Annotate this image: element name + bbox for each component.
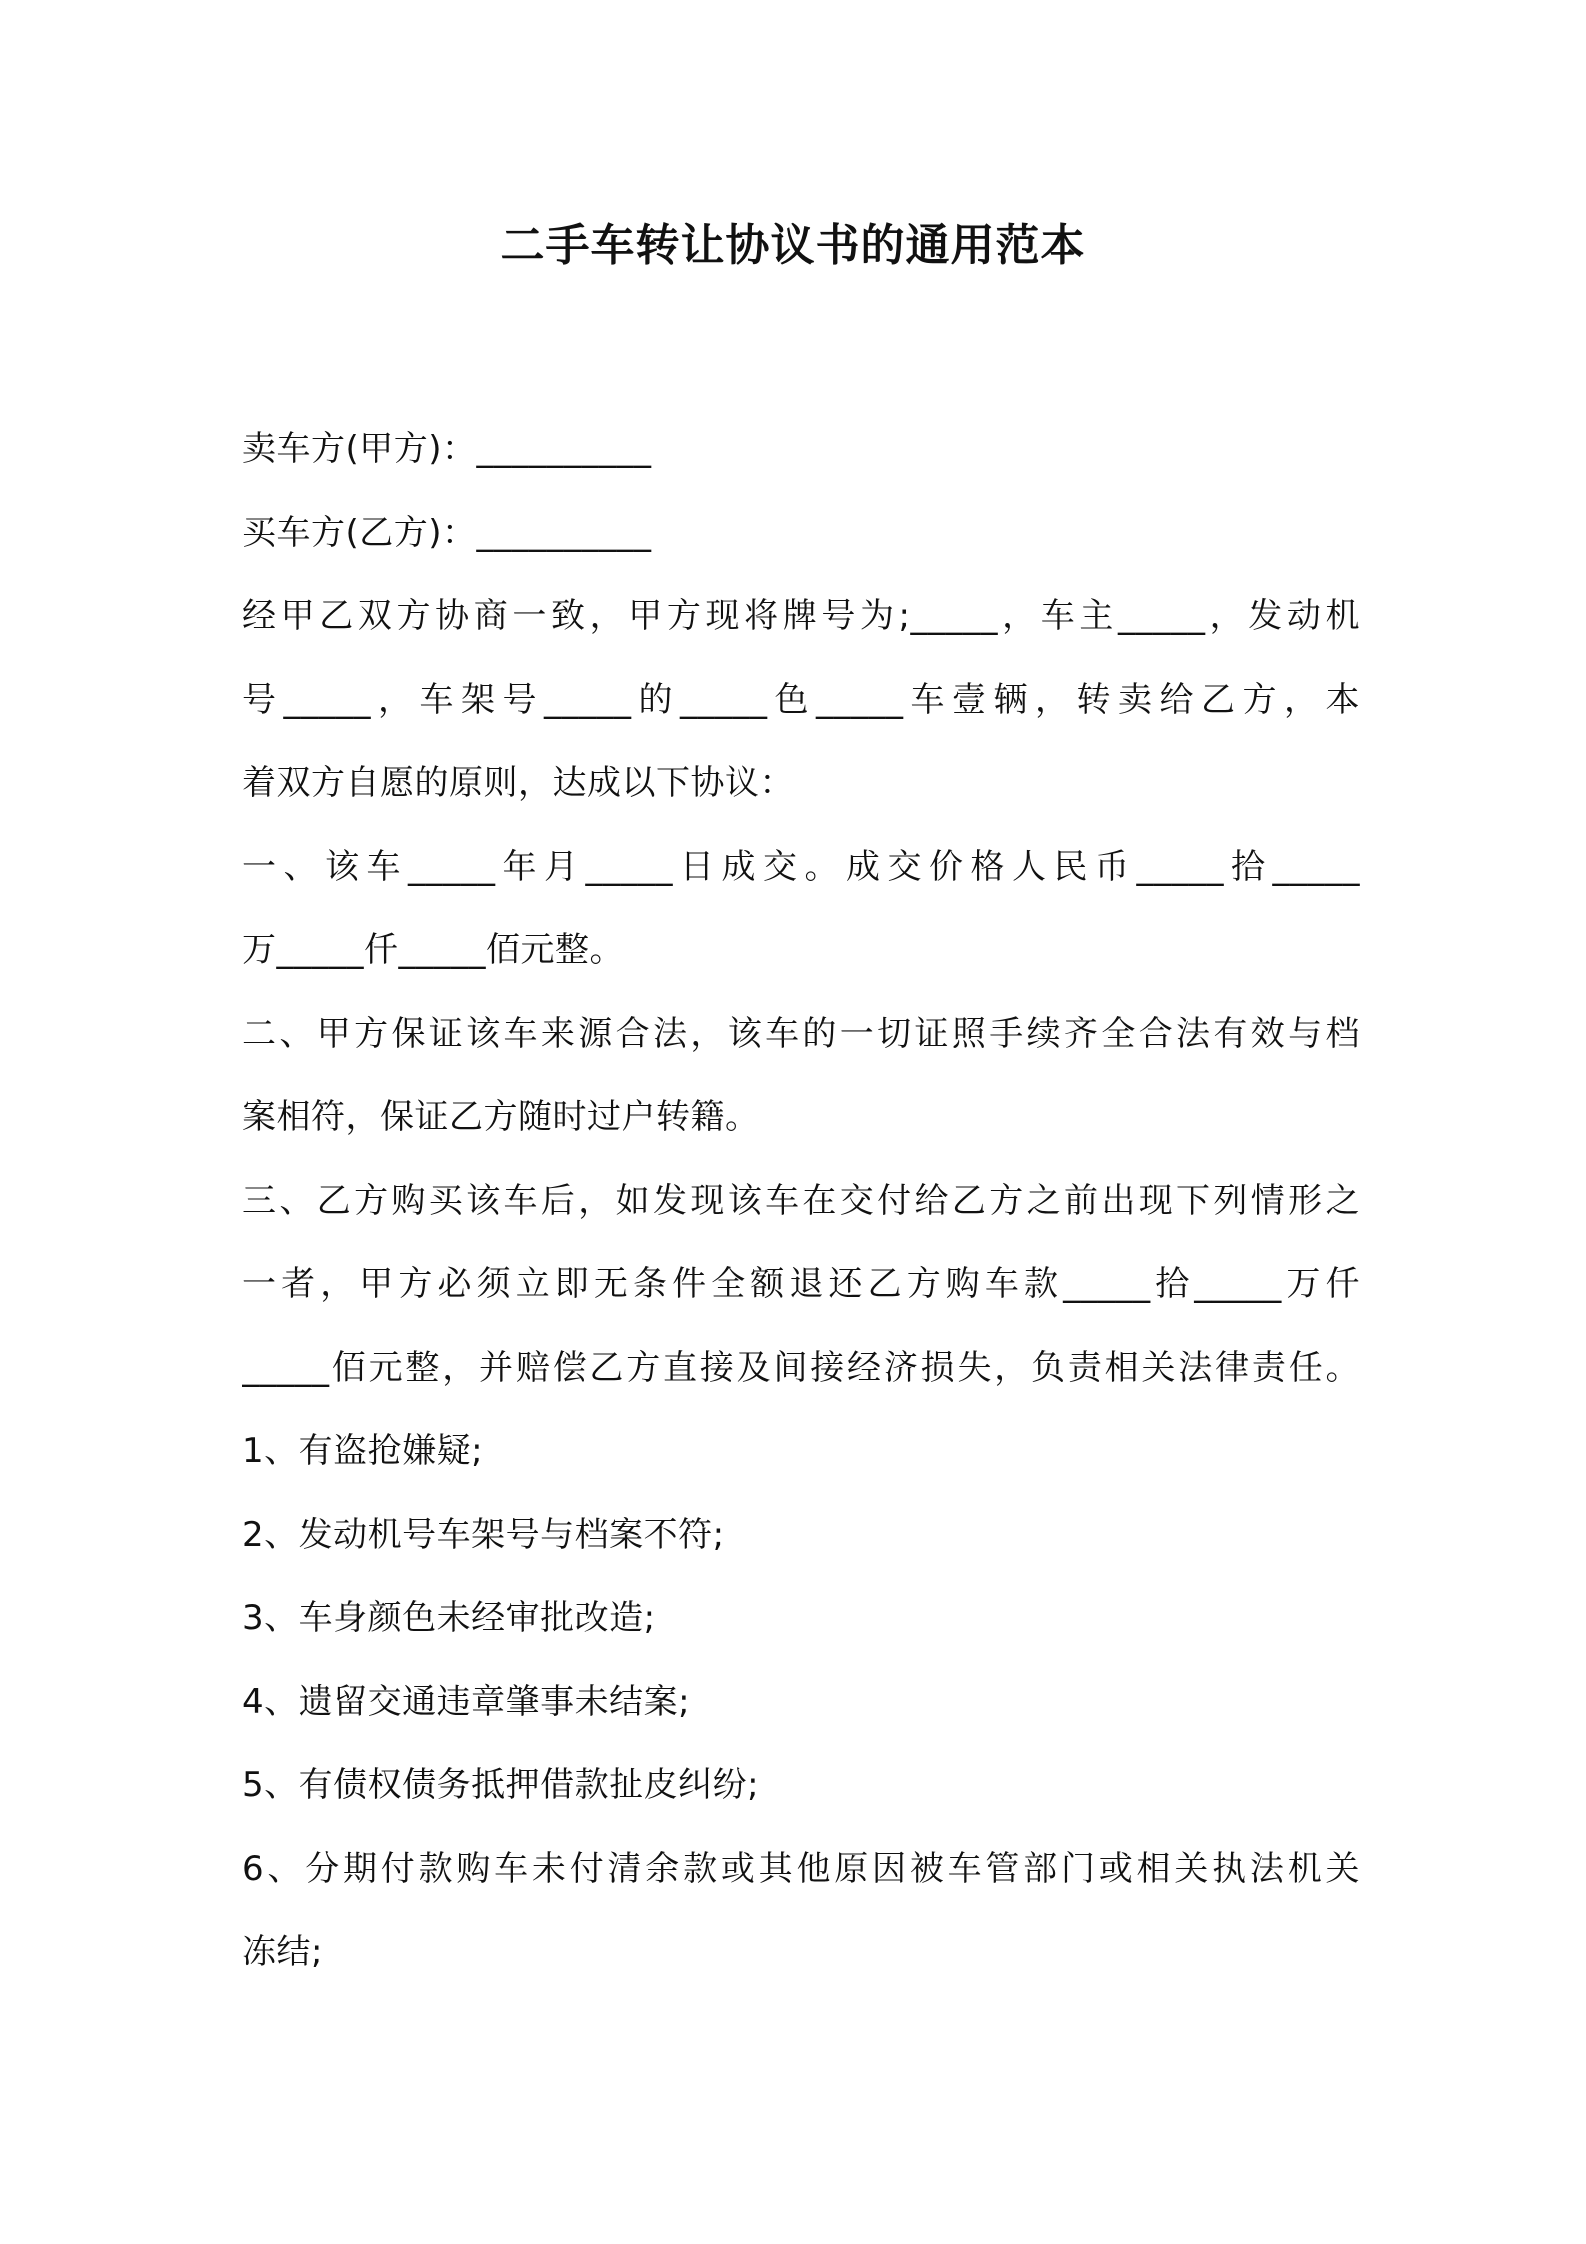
- list-item: 4、遗留交通违章肇事未结案;: [242, 1681, 691, 1722]
- paragraph-line: 经甲乙双方协商一致，甲方现将牌号为;_____，车主_____，发动机: [242, 596, 1360, 636]
- list-item: 冻结;: [242, 1932, 323, 1972]
- document-title: 二手车转让协议书的通用范本: [500, 220, 1086, 271]
- clause-2-line: 案相符，保证乙方随时过户转籍。: [242, 1097, 760, 1137]
- clause-3-line: 三、乙方购买该车后，如发现该车在交付给乙方之前出现下列情形之: [242, 1180, 1360, 1221]
- clause-2-line: 二、甲方保证该车来源合法，该车的一切证照手续齐全合法有效与档: [242, 1013, 1360, 1054]
- list-item: 3、车身颜色未经审批改造;: [242, 1598, 656, 1638]
- clause-3-line: _____佰元整，并赔偿乙方直接及间接经济损失，负责相关法律责任。: [242, 1347, 1360, 1388]
- list-item: 6、分期付款购车未付清余款或其他原因被车管部门或相关执法机关: [242, 1848, 1360, 1889]
- document-body: [242, 408, 1360, 1995]
- clause-1-line: 一、该车_____年月_____日成交。成交价格人民币_____拾_____: [242, 846, 1360, 887]
- clause-3-line: 一者，甲方必须立即无条件全额退还乙方购车款_____拾_____万仟: [242, 1264, 1360, 1304]
- seller-line: 卖车方(甲方)：__________: [242, 429, 652, 469]
- list-item: 1、有盗抢嫌疑;: [242, 1431, 484, 1471]
- paragraph-line: 号_____，车架号_____的_____色_____车壹辆，转卖给乙方，本: [242, 679, 1360, 720]
- clause-1-line: 万_____仟_____佰元整。: [242, 930, 624, 970]
- buyer-line: 买车方(乙方)：__________: [242, 512, 652, 553]
- list-item: 5、有债权债务抵押借款扯皮纠纷;: [242, 1765, 760, 1805]
- list-item: 2、发动机号车架号与档案不符;: [242, 1514, 725, 1555]
- paragraph-line: 着双方自愿的原则，达成以下协议：: [242, 763, 794, 803]
